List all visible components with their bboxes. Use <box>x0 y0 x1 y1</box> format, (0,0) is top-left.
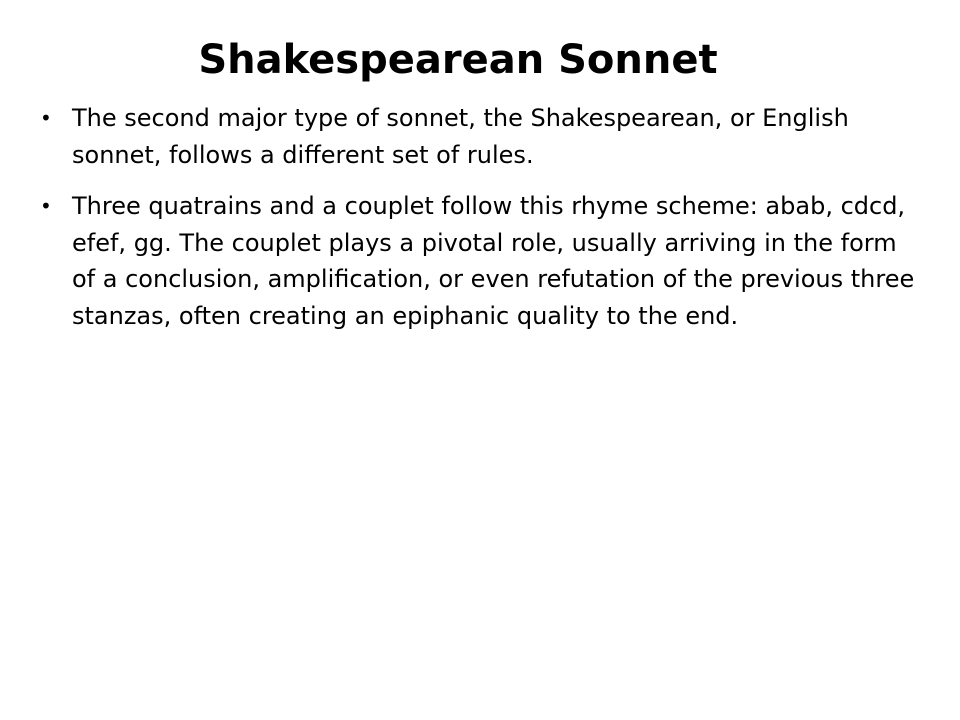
bullet-icon: • <box>40 194 52 218</box>
slide-title: Shakespearean Sonnet <box>198 37 718 83</box>
bullet-item <box>40 188 920 334</box>
bullet-text: Three quatrains and a couplet follow this rhyme scheme: abab, cdcd, efef, gg. The couplet plays a pivotal role, usually arriving in the form of a conclusion, amplification, or even refutation of the previous three stanzas, often creating an epiphanic quality to the end. <box>72 192 915 330</box>
bullet-icon: • <box>40 106 52 130</box>
bullet-list <box>40 100 920 349</box>
bullet-text: The second major type of sonnet, the Shakespearean, or English sonnet, follows a different set of rules. <box>72 104 849 169</box>
bullet-item <box>40 100 920 173</box>
